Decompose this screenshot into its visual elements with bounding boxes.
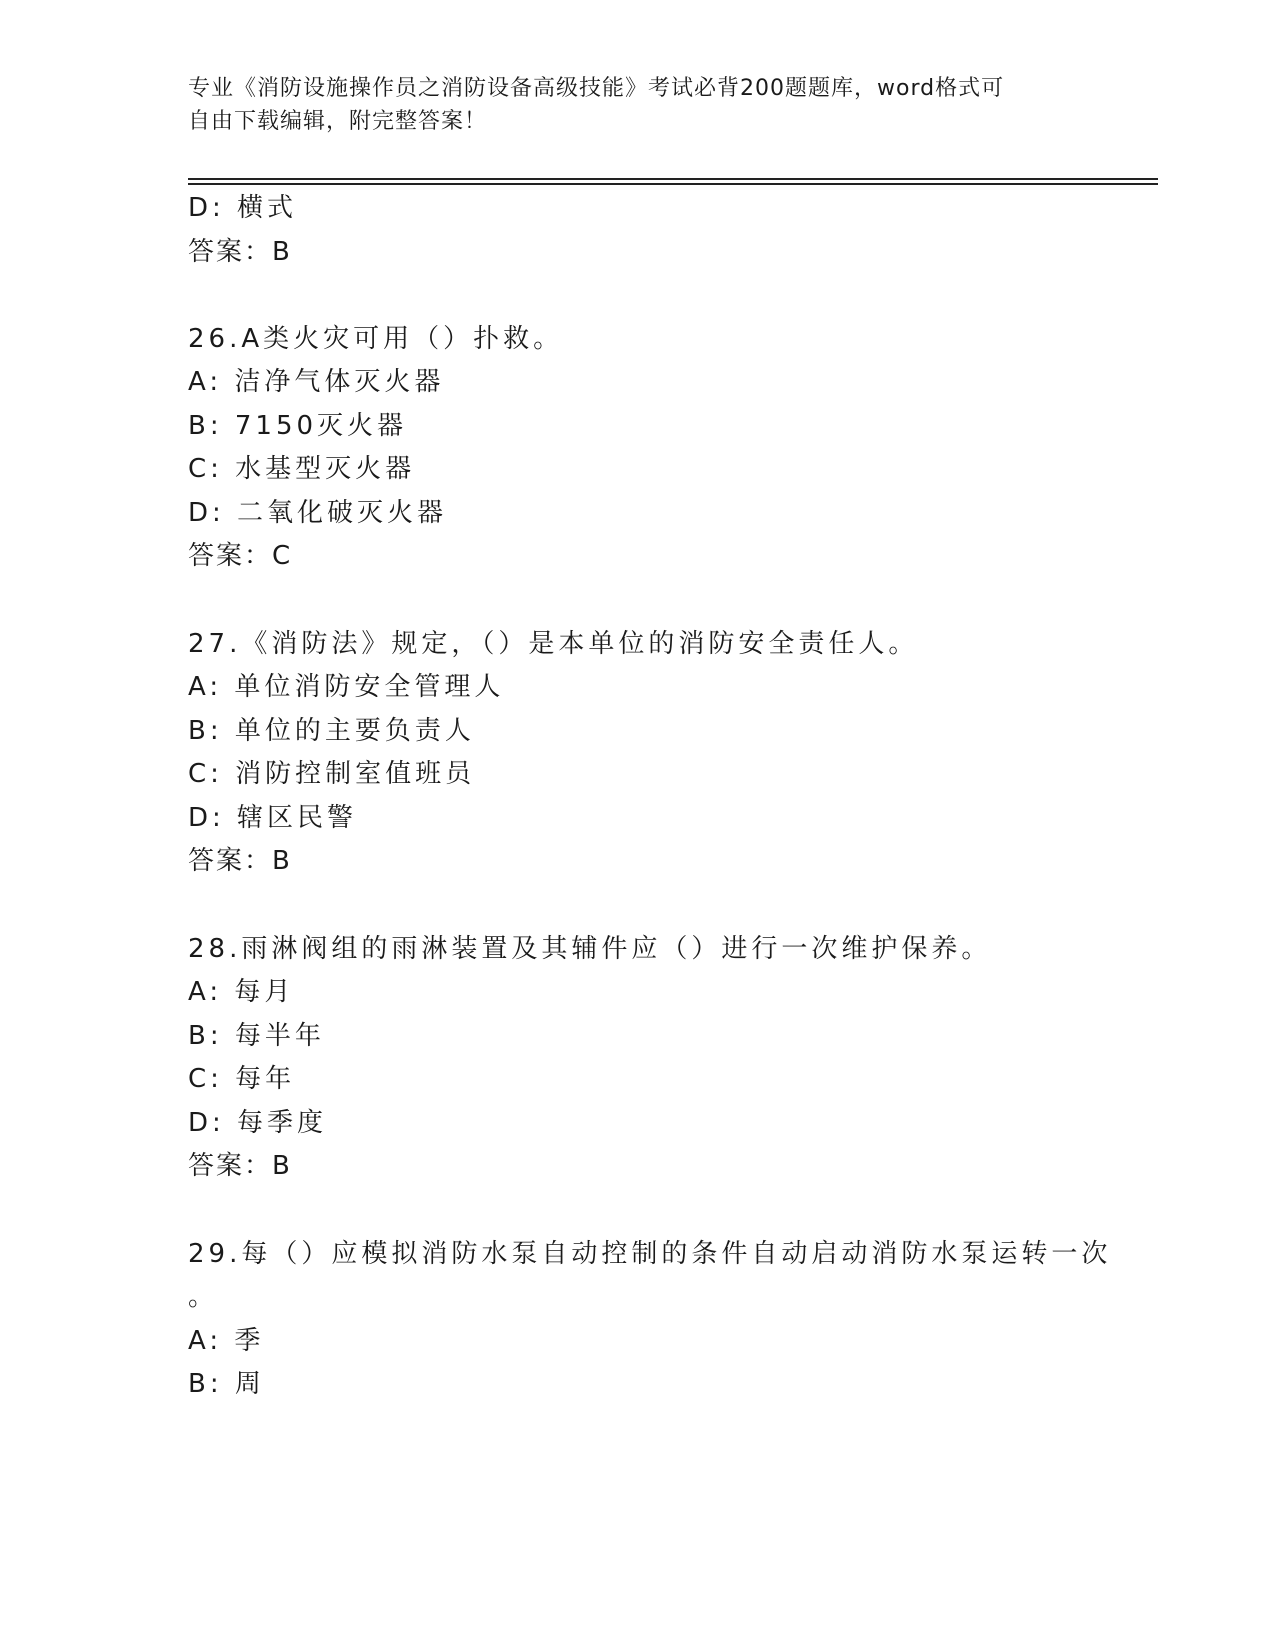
option-a-q26: A: 洁净气体灭火器 xyxy=(188,367,445,397)
document-header xyxy=(188,72,1088,138)
answer-q25: 答案：B xyxy=(188,237,292,267)
answer-q27: 答案：B xyxy=(188,846,292,876)
header-rule-bottom xyxy=(188,183,1158,185)
question-27: 27.《消防法》规定，（）是本单位的消防安全责任人。 xyxy=(188,629,919,659)
option-c-q26: C: 水基型灭火器 xyxy=(188,454,416,484)
question-28: 28.雨淋阀组的雨淋装置及其辅件应（）进行一次维护保养。 xyxy=(188,934,992,964)
answer-q26: 答案：C xyxy=(188,541,293,571)
option-d-q27: D: 辖区民警 xyxy=(188,803,358,833)
answer-q28: 答案：B xyxy=(188,1151,292,1181)
option-b-q27: B: 单位的主要负责人 xyxy=(188,716,475,746)
option-b-q26: B: 7150灭火器 xyxy=(188,411,408,441)
option-c-q27: C: 消防控制室值班员 xyxy=(188,759,476,789)
option-b-q28: B: 每半年 xyxy=(188,1021,325,1051)
option-d-q26: D: 二氧化破灭火器 xyxy=(188,498,448,528)
option-d-q25: D: 横式 xyxy=(188,193,298,223)
option-b-q29: B: 周 xyxy=(188,1369,265,1399)
question-29: 29.每（）应模拟消防水泵自动控制的条件自动启动消防水泵运转一次 xyxy=(188,1239,1112,1269)
header-line-2: 自由下载编辑，附完整答案！ xyxy=(188,109,488,134)
header-rule-top xyxy=(188,178,1158,180)
option-d-q28: D: 每季度 xyxy=(188,1108,328,1138)
option-a-q29: A: 季 xyxy=(188,1326,265,1356)
option-a-q27: A: 单位消防安全管理人 xyxy=(188,672,505,702)
header-line-1: 专业《消防设施操作员之消防设备高级技能》考试必背200题题库，word格式可 xyxy=(188,76,1005,101)
option-a-q28: A: 每月 xyxy=(188,977,295,1007)
option-c-q28: C: 每年 xyxy=(188,1064,296,1094)
question-29-continuation: 。 xyxy=(188,1282,219,1312)
question-26: 26.A类火灾可用（）扑救。 xyxy=(188,324,564,354)
